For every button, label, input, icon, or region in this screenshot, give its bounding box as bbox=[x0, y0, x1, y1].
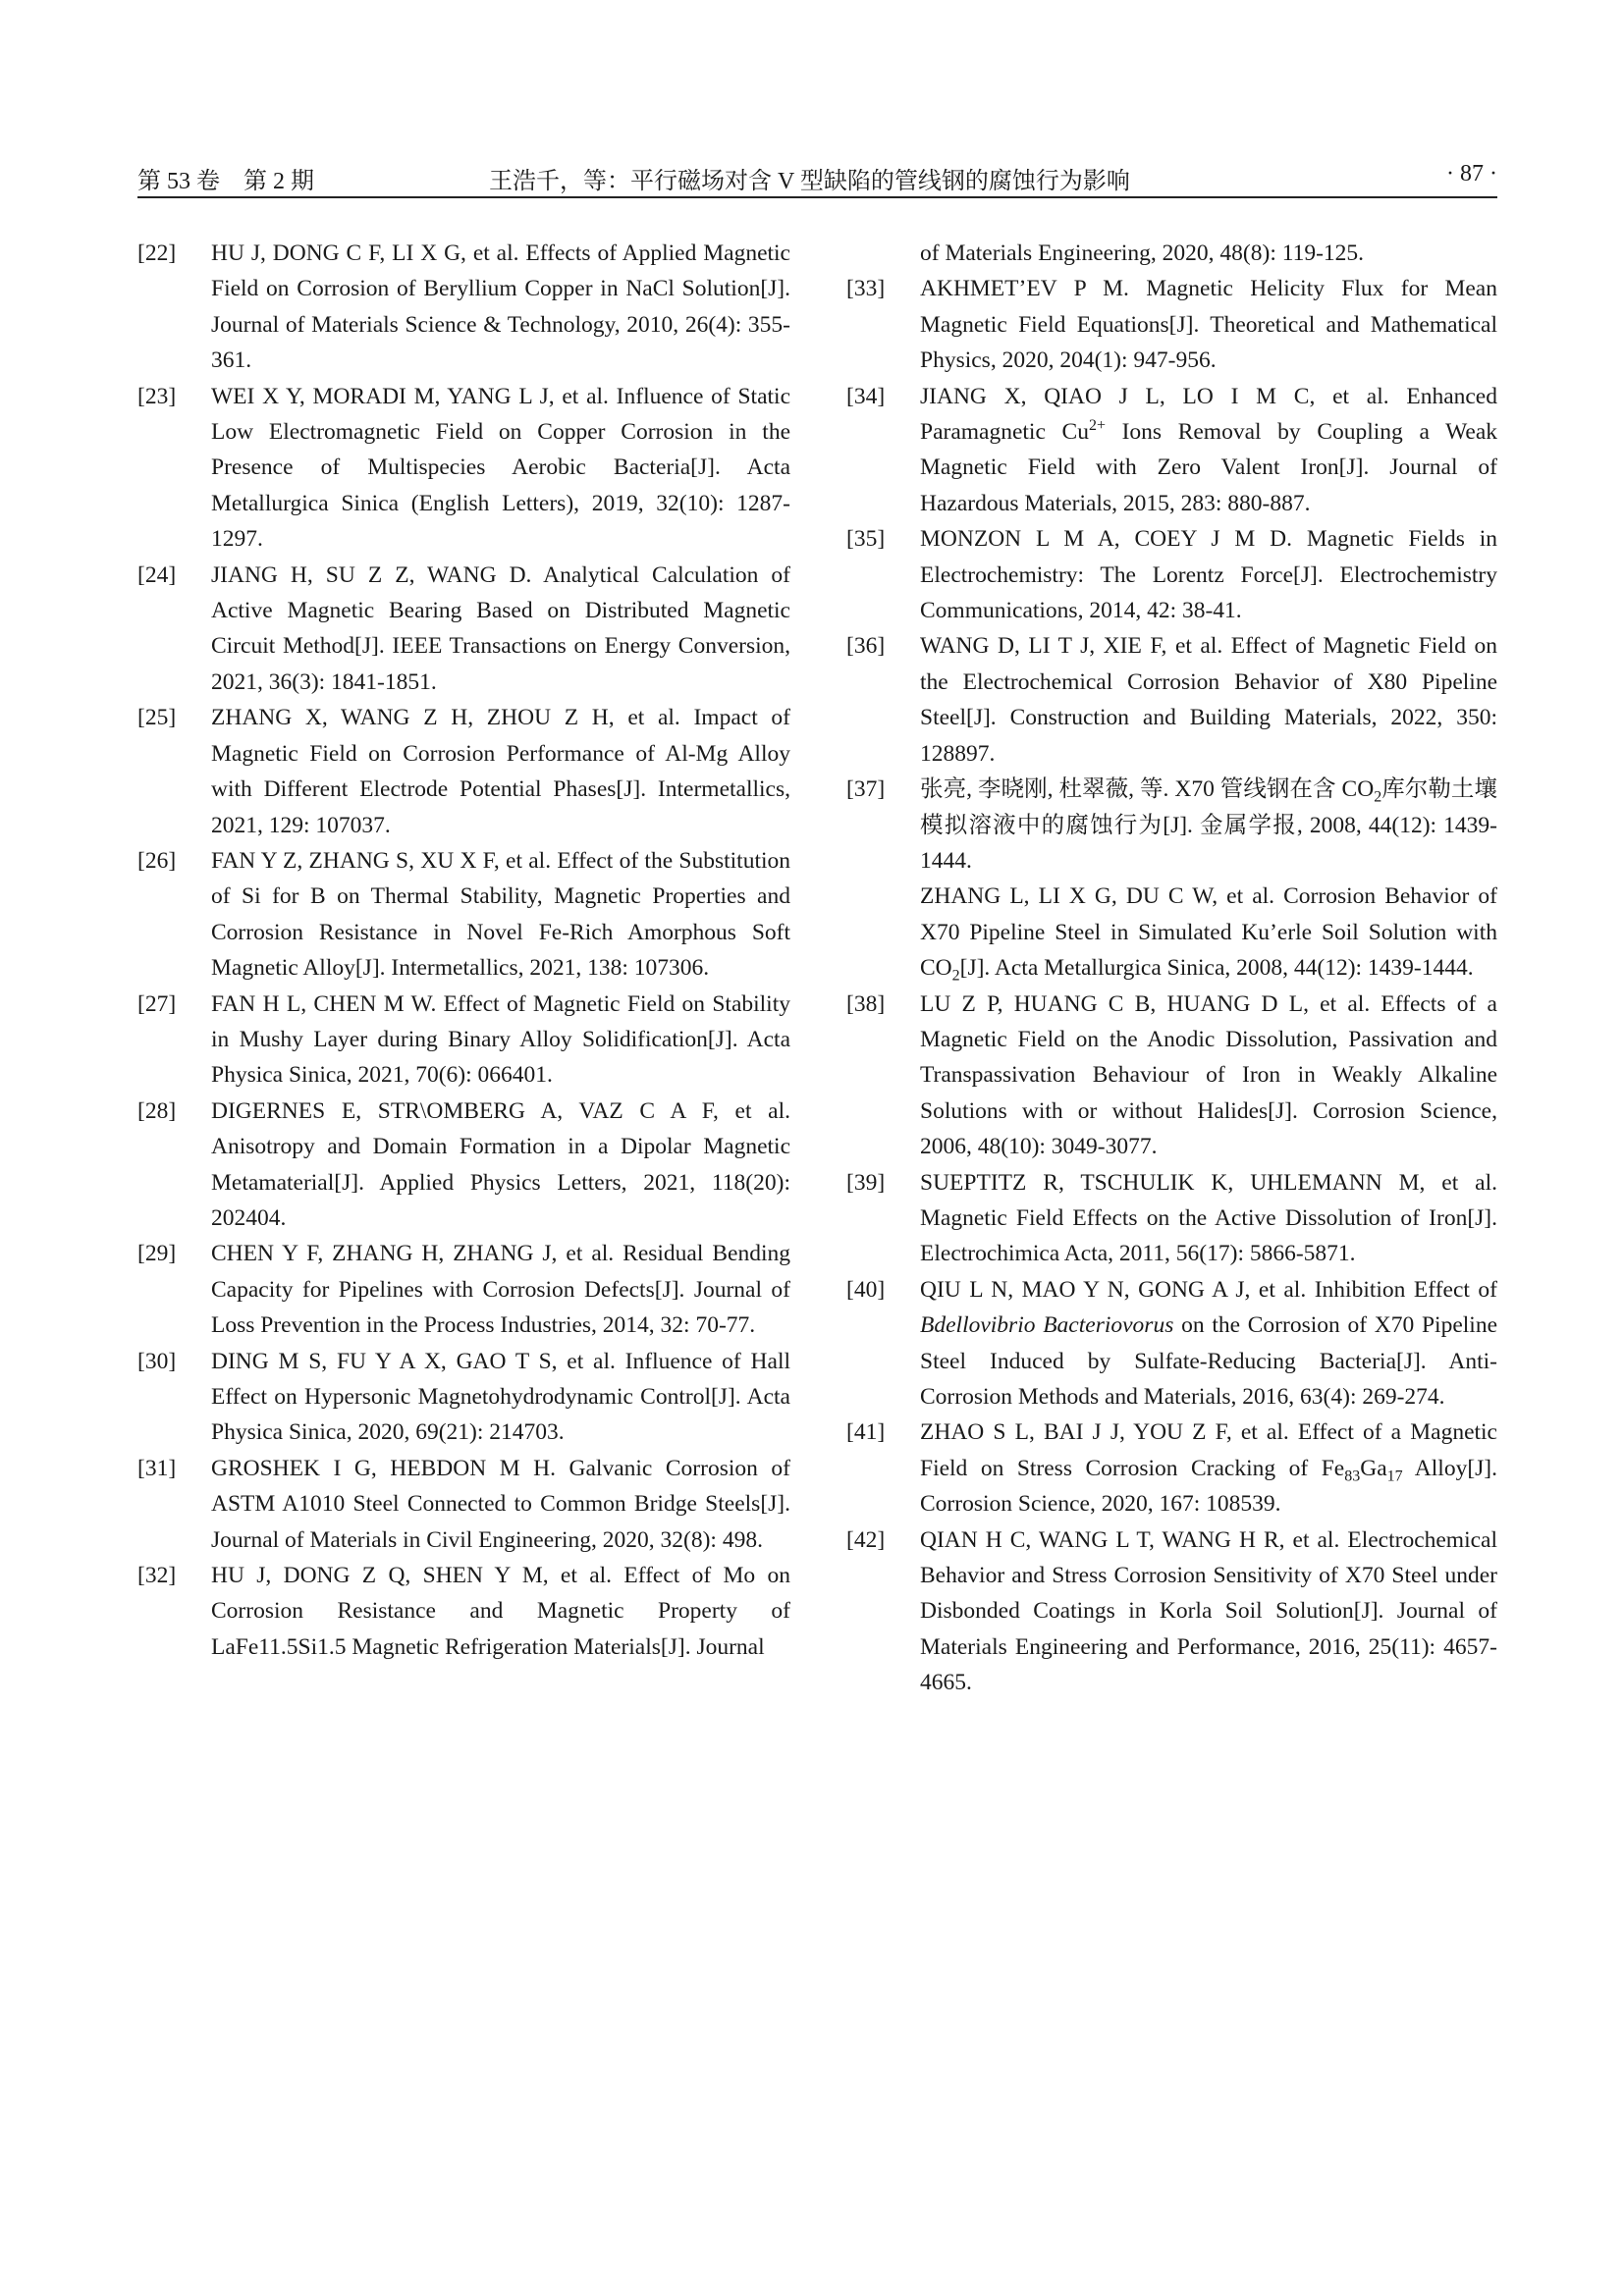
reference-38 bbox=[846, 987, 1497, 1165]
reference-number: [30] bbox=[137, 1348, 177, 1374]
reference-text: JIANG H, SU Z Z, WANG D. Analytical Calculation of Active Magnetic Bearing Based on Distributed Magnetic Circuit Method[J]. IEEE Transactions on Energy Conversion, 2021, 36(3): 1841-1851. bbox=[211, 561, 790, 695]
reference-34 bbox=[846, 379, 1497, 522]
right-column-references bbox=[846, 236, 1497, 1701]
reference-text-part: on the Corrosion of X70 Pipeline Steel Induced by Sulfate-Reducing Bacteria[J]. Anti-Corrosion Methods and Materials, 2016, 63(4): 269-274. bbox=[920, 1312, 1497, 1410]
reference-text: DING M S, FU Y A X, GAO T S, et al. Influence of Hall Effect on Hypersonic Magnetohydrodynamic Control[J]. Acta Physica Sinica, 2020, 69(21): 214703. bbox=[211, 1348, 790, 1446]
reference-37 bbox=[846, 772, 1497, 986]
reference-text bbox=[920, 1415, 1497, 1522]
reference-text: GROSHEK I G, HEBDON M H. Galvanic Corrosion of ASTM A1010 Steel Connected to Common Bridge Steels[J]. Journal of Materials in Civil Engineering, 2020, 32(8): 498. bbox=[211, 1455, 790, 1553]
running-header bbox=[137, 157, 1497, 198]
subscript: 17 bbox=[1386, 1468, 1403, 1485]
left-column-references bbox=[137, 236, 790, 1665]
reference-41 bbox=[846, 1415, 1497, 1522]
reference-text-english bbox=[920, 879, 1497, 986]
reference-text: WEI X Y, MORADI M, YANG L J, et al. Influence of Static Low Electromagnetic Field on Copper Corrosion in the Presence of Multispecies Aerobic Bacteria[J]. Acta Metallurgica Sinica (English Letters), 2019, 32(10): 1287-1297. bbox=[211, 383, 790, 553]
reference-40 bbox=[846, 1272, 1497, 1415]
reference-24 bbox=[137, 558, 790, 701]
reference-33 bbox=[846, 271, 1497, 378]
subscript: 2 bbox=[1374, 788, 1382, 806]
reference-number: [34] bbox=[846, 383, 886, 409]
reference-23 bbox=[137, 379, 790, 558]
reference-text-part: 张亮, 李晓刚, 杜翠薇, 等. X70 管线钢在含 CO bbox=[920, 776, 1375, 803]
reference-text-part: Ga bbox=[1360, 1455, 1387, 1481]
reference-31 bbox=[137, 1451, 790, 1558]
reference-number: [22] bbox=[137, 240, 177, 266]
reference-text: CHEN Y F, ZHANG H, ZHANG J, et al. Residual Bending Capacity for Pipelines with Corrosion Defects[J]. Journal of Loss Prevention in the Process Industries, 2014, 32: 70-77. bbox=[211, 1241, 790, 1339]
reference-number: [29] bbox=[137, 1241, 177, 1267]
reference-text-chinese bbox=[920, 772, 1497, 879]
reference-29 bbox=[137, 1236, 790, 1343]
reference-text-part: Ions Removal by Coupling a Weak Magnetic Field with Zero Valent Iron[J]. Journal of Hazardous Materials, 2015, 283: 880-887. bbox=[920, 419, 1497, 516]
reference-text-part: [J]. Acta Metallurgica Sinica, 2008, 44(12): 1439-1444. bbox=[959, 955, 1474, 982]
reference-text: SUEPTITZ R, TSCHULIK K, UHLEMANN M, et al. Magnetic Field Effects on the Active Dissolution of Iron[J]. Electrochimica Acta, 2011, 56(17): 5866-5871. bbox=[920, 1169, 1497, 1267]
reference-text-part: ZHAO S L, BAI J J, YOU Z F, et al. Effect of a Magnetic Field on Stress Corrosion Cracking of Fe bbox=[920, 1419, 1497, 1481]
species-name-italic: Bdellovibrio Bacteriovorus bbox=[920, 1312, 1174, 1339]
reference-text-part: Alloy[J]. Corrosion Science, 2020, 167: 108539. bbox=[920, 1455, 1498, 1518]
reference-number: [31] bbox=[137, 1455, 177, 1481]
article-running-title: 王浩千，等：平行磁场对含 V 型缺陷的管线钢的腐蚀行为影响 bbox=[489, 169, 1130, 194]
reference-text bbox=[920, 379, 1497, 522]
reference-text: WANG D, LI T J, XIE F, et al. Effect of Magnetic Field on the Electrochemical Corrosion Behavior of X80 Pipeline Steel[J]. Construction and Building Materials, 2022, 350: 128897. bbox=[920, 633, 1497, 767]
reference-text-part: QIU L N, MAO Y N, GONG A J, et al. Inhibition Effect of bbox=[920, 1276, 1497, 1303]
reference-35 bbox=[846, 521, 1497, 628]
reference-text bbox=[920, 1272, 1497, 1415]
reference-number: [35] bbox=[846, 526, 886, 553]
reference-text: LU Z P, HUANG C B, HUANG D L, et al. Effects of a Magnetic Field on the Anodic Dissolution, Passivation and Transpassivation Behaviour of Iron in Weakly Alkaline Solutions with or without Halides[J]. Corrosion Science, 2006, 48(10): 3049-3077. bbox=[920, 990, 1497, 1160]
reference-42 bbox=[846, 1522, 1497, 1701]
reference-36 bbox=[846, 628, 1497, 772]
reference-text-part: JIANG X, QIAO J L, LO I M C, et al. Enhanced Paramagnetic Cu bbox=[920, 383, 1497, 446]
reference-number: [36] bbox=[846, 633, 886, 660]
reference-number: [39] bbox=[846, 1169, 886, 1196]
reference-number: [40] bbox=[846, 1276, 886, 1303]
reference-text: ZHANG X, WANG Z H, ZHOU Z H, et al. Impact of Magnetic Field on Corrosion Performance of Al-Mg Alloy with Different Electrode Potential Phases[J]. Intermetallics, 2021, 129: 107037. bbox=[211, 705, 790, 838]
reference-text: MONZON L M A, COEY J M D. Magnetic Fields in Electrochemistry: The Lorentz Force[J]. Electrochemistry Communications, 2014, 42: 38-41. bbox=[920, 526, 1497, 624]
reference-26 bbox=[137, 843, 790, 987]
reference-32-continuation: of Materials Engineering, 2020, 48(8): 119-125. bbox=[920, 240, 1365, 266]
reference-number: [32] bbox=[137, 1563, 177, 1589]
reference-text: HU J, DONG Z Q, SHEN Y M, et al. Effect of Mo on Corrosion Resistance and Magnetic Property of LaFe11.5Si1.5 Magnetic Refrigeration Materials[J]. Journal bbox=[211, 1563, 790, 1660]
reference-22 bbox=[137, 236, 790, 379]
reference-text: DIGERNES E, STR\OMBERG A, VAZ C A F, et al. Anisotropy and Domain Formation in a Dipolar Magnetic Metamaterial[J]. Applied Physics Letters, 2021, 118(20): 202404. bbox=[211, 1097, 790, 1231]
reference-39 bbox=[846, 1165, 1497, 1272]
reference-number: [24] bbox=[137, 561, 177, 588]
reference-text-part: 库尔勒土壤模拟溶液中的腐蚀行为[J]. 金属学报, 2008, 44(12): 1439-1444. bbox=[920, 776, 1498, 874]
journal-volume-issue: 第 53 卷 第 2 期 bbox=[137, 169, 314, 194]
reference-27 bbox=[137, 987, 790, 1094]
superscript-charge: 2+ bbox=[1088, 417, 1106, 435]
reference-number: [26] bbox=[137, 847, 177, 874]
reference-text bbox=[920, 772, 1497, 986]
reference-number: [25] bbox=[137, 705, 177, 731]
reference-28 bbox=[137, 1094, 790, 1237]
reference-32 bbox=[137, 1558, 790, 1665]
page-number: · 87 · bbox=[1446, 161, 1497, 187]
reference-text: HU J, DONG C F, LI X G, et al. Effects of Applied Magnetic Field on Corrosion of Beryllium Copper in NaCl Solution[J]. Journal of Materials Science & Technology, 2010, 26(4): 355-361. bbox=[211, 240, 790, 374]
reference-number: [41] bbox=[846, 1419, 886, 1446]
reference-number: [42] bbox=[846, 1526, 886, 1553]
reference-text: FAN Y Z, ZHANG S, XU X F, et al. Effect of the Substitution of Si for B on Thermal Stability, Magnetic Properties and Corrosion Resistance in Novel Fe-Rich Amorphous Soft Magnetic Alloy[J]. Intermetallics, 2021, 138: 107306. bbox=[211, 847, 790, 982]
reference-number: [37] bbox=[846, 776, 886, 803]
reference-number: [27] bbox=[137, 990, 177, 1017]
subscript: 2 bbox=[951, 967, 960, 985]
reference-text: AKHMET’EV P M. Magnetic Helicity Flux for Mean Magnetic Field Equations[J]. Theoretical and Mathematical Physics, 2020, 204(1): 947-956. bbox=[920, 276, 1497, 374]
reference-number: [38] bbox=[846, 990, 886, 1017]
reference-number: [28] bbox=[137, 1097, 177, 1124]
subscript: 83 bbox=[1344, 1468, 1361, 1485]
reference-text: QIAN H C, WANG L T, WANG H R, et al. Electrochemical Behavior and Stress Corrosion Sensitivity of X70 Steel under Disbonded Coatings in Korla Soil Solution[J]. Journal of Materials Engineering and Performance, 2016, 25(11): 4657-4665. bbox=[920, 1526, 1497, 1696]
reference-text-part: ZHANG L, LI X G, DU C W, et al. Corrosion Behavior of X70 Pipeline Steel in Simulated Ku’erle Soil Solution with CO bbox=[920, 883, 1497, 982]
reference-25 bbox=[137, 700, 790, 843]
reference-number: [23] bbox=[137, 383, 177, 409]
reference-text: FAN H L, CHEN M W. Effect of Magnetic Field on Stability in Mushy Layer during Binary Alloy Solidification[J]. Acta Physica Sinica, 2021, 70(6): 066401. bbox=[211, 990, 790, 1089]
reference-30 bbox=[137, 1344, 790, 1451]
reference-number: [33] bbox=[846, 276, 886, 302]
